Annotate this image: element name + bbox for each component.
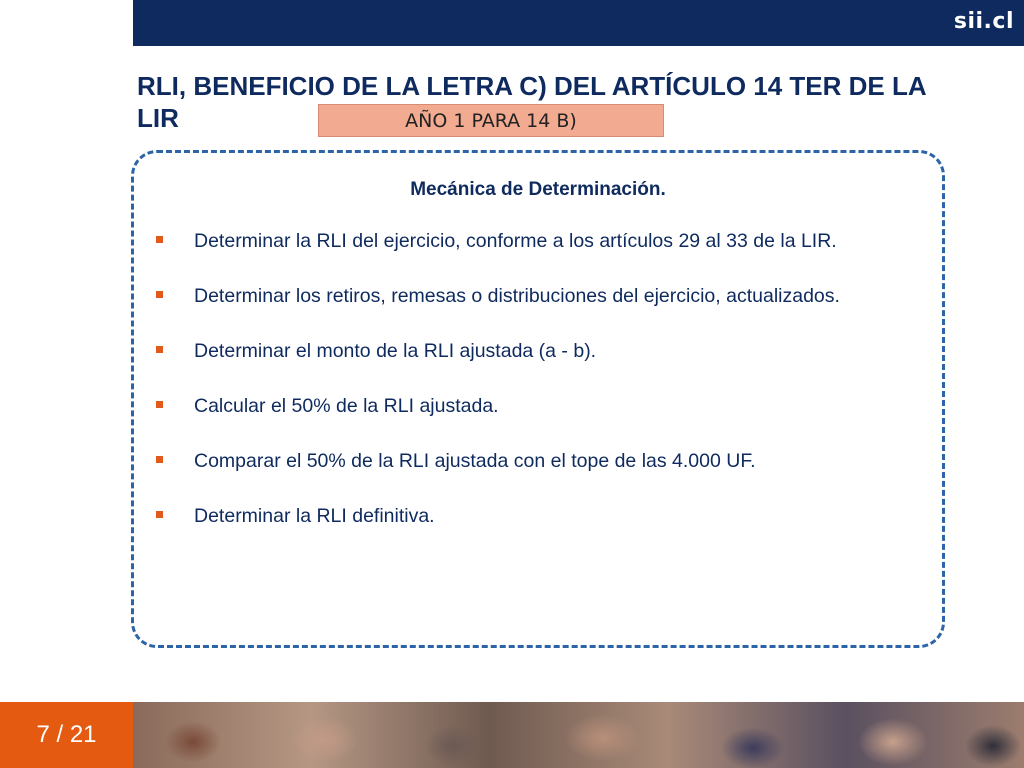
list-item-text: Determinar el monto de la RLI ajustada (a - b). <box>194 340 597 362</box>
square-bullet-icon <box>156 291 163 298</box>
list-item-text: Comparar el 50% de la RLI ajustada con el tope de las 4.000 UF. <box>194 450 756 472</box>
list-item-text: Calcular el 50% de la RLI ajustada. <box>194 395 499 417</box>
header-bar <box>133 0 1024 46</box>
slide-title: RLI, BENEFICIO DE LA LETRA C) DEL ARTÍCULO 14 TER DE LA LIR <box>137 71 926 133</box>
content-box <box>131 150 945 648</box>
list-item <box>156 392 890 420</box>
list-item-text: Determinar la RLI del ejercicio, conforme a los artículos 29 al 33 de la LIR. <box>194 230 837 252</box>
list-item <box>156 337 890 365</box>
sii-logo: sii.cl <box>953 9 1014 34</box>
list-item <box>156 282 890 310</box>
list-item <box>156 227 890 255</box>
square-bullet-icon <box>156 236 163 243</box>
square-bullet-icon <box>156 346 163 353</box>
crowd-photo-strip <box>133 702 1024 768</box>
square-bullet-icon <box>156 456 163 463</box>
list-item-text: Determinar los retiros, remesas o distribuciones del ejercicio, actualizados. <box>194 285 840 307</box>
page-number: 7 / 21 <box>0 702 133 768</box>
square-bullet-icon <box>156 511 163 518</box>
square-bullet-icon <box>156 401 163 408</box>
list-item-text: Determinar la RLI definitiva. <box>194 505 435 527</box>
year-tag: AÑO 1 PARA 14 B) <box>318 104 664 137</box>
box-title: Mecánica de Determinación. <box>410 179 666 200</box>
steps-list <box>156 227 890 557</box>
list-item <box>156 502 890 530</box>
list-item <box>156 447 890 475</box>
